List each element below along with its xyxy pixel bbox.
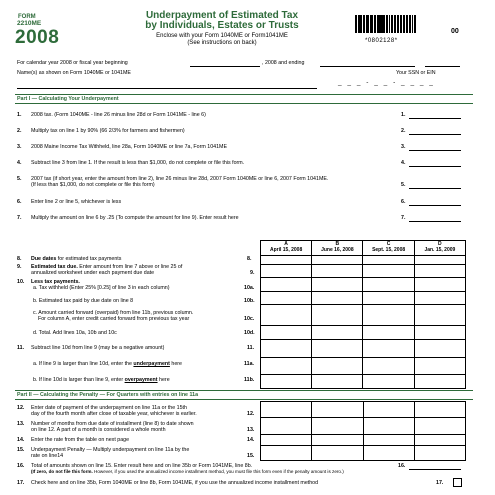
line-10a-ref: 10a. bbox=[244, 285, 255, 291]
line-6-text: Enter line 2 or line 5, whichever is less bbox=[31, 199, 122, 205]
calendar-year-label: For calendar year 2008 or fiscal year beginning bbox=[17, 60, 128, 66]
cell-9a[interactable] bbox=[261, 265, 312, 278]
cell-10b-d[interactable] bbox=[414, 292, 465, 305]
line-17-text: Check here and on line 35b, Form 1040ME or line 8b, Form 1041ME, if you use the annualized income installment method bbox=[31, 480, 319, 486]
line-10d-ref: 10d. bbox=[244, 330, 255, 336]
line-5-text: 2007 tax (if short year, enter the amount from line 2), line 26 minus line 28d, 2007 Form 1040ME or line 6, 2007 Form 1041ME. bbox=[31, 176, 329, 182]
form-title: Underpayment of Estimated Tax by Individuals, Estates or Trusts bbox=[145, 10, 299, 31]
line-3-text: 2008 Maine Income Tax Withheld, line 28a, Form 1040ME or line 7a, Form 1041ME bbox=[31, 144, 227, 150]
cell-13-d[interactable] bbox=[414, 418, 465, 435]
line-13-number: 13. bbox=[17, 421, 25, 427]
cell-10d-a[interactable] bbox=[261, 326, 312, 340]
part1-heading: Part I — Calculating Your Underpayment bbox=[17, 96, 119, 102]
line-7-ref: 7. bbox=[401, 215, 406, 221]
cell-11-b[interactable] bbox=[312, 340, 363, 358]
form-subtitle: Enclose with your Form 1040ME or Form1041ME (See instructions on back) bbox=[156, 33, 288, 46]
line-12-text: Enter date of payment of the underpayment on line 11a or the 15th bbox=[31, 405, 187, 411]
cell-10b-c[interactable] bbox=[363, 292, 414, 305]
line-4-text: Subtract line 3 from line 1. If the result is less than $1,000, do not complete or file this form. bbox=[31, 160, 245, 166]
names-label: Name(s) as shown on Form 1040ME or 1041ME bbox=[17, 70, 131, 76]
line-6-ref: 6. bbox=[401, 199, 406, 205]
line-7-text: Multiply the amount on line 6 by .25 (To compute the amount for line 9). Enter result here bbox=[31, 215, 239, 221]
line-4-ref: 4. bbox=[401, 160, 406, 166]
line-16-text: Total of amounts shown on line 15. Enter result here and on line 35b or Form 1041ME, line 8b. bbox=[31, 463, 253, 469]
line-5-number: 5. bbox=[17, 176, 22, 182]
line-4-field[interactable] bbox=[409, 166, 461, 167]
line-3-number: 3. bbox=[17, 144, 22, 150]
line-4-number: 4. bbox=[17, 160, 22, 166]
cell-11b-a[interactable] bbox=[261, 375, 312, 389]
line-7-number: 7. bbox=[17, 215, 22, 221]
line-10c-text: c. Amount carried forward (overpaid) from line 11b, previous column. bbox=[33, 310, 194, 316]
line-9-text2: annualized worksheet under each payment due date bbox=[31, 270, 155, 276]
line-15-ref: 15. bbox=[247, 453, 255, 459]
line-9-text: Estimated tax due. Enter amount from line 7 above or line 25 of bbox=[31, 264, 183, 270]
form-year: 2008 bbox=[15, 27, 60, 48]
cell-12-d[interactable] bbox=[414, 402, 465, 418]
line-11-ref: 11. bbox=[247, 345, 255, 351]
cell-12-b[interactable] bbox=[312, 402, 363, 418]
line-12-text2: day of the fourth month after close of taxable year, whichever is earlier. bbox=[31, 411, 197, 417]
line-1-ref: 1. bbox=[401, 112, 406, 118]
line-2-field[interactable] bbox=[409, 134, 461, 135]
cell-14-b[interactable] bbox=[312, 435, 363, 446]
cell-10c-a[interactable] bbox=[261, 305, 312, 326]
line-6-number: 6. bbox=[17, 199, 22, 205]
and-ending-label: , 2008 and ending bbox=[262, 60, 305, 66]
line-16-number: 16. bbox=[17, 463, 25, 469]
line-11a-ref: 11a. bbox=[244, 361, 255, 367]
cell-10a-c[interactable] bbox=[363, 278, 414, 292]
line-10b-text: b. Estimated tax paid by due date on line 8 bbox=[33, 298, 134, 304]
line-15-number: 15. bbox=[17, 447, 25, 453]
part2-heading: Part II — Calculating the Penalty — For Quarters with entries on line 11a bbox=[17, 392, 199, 398]
cell-8d[interactable] bbox=[414, 256, 465, 265]
cell-11a-c[interactable] bbox=[363, 358, 414, 375]
line-3-field[interactable] bbox=[409, 150, 461, 151]
line-5-field[interactable] bbox=[409, 188, 461, 189]
cell-14-a[interactable] bbox=[261, 435, 312, 446]
line-16-field[interactable] bbox=[409, 469, 461, 470]
cell-15-d[interactable] bbox=[414, 446, 465, 461]
cell-11a-b[interactable] bbox=[312, 358, 363, 375]
line-7-field[interactable] bbox=[409, 221, 461, 222]
fiscal-begin-field[interactable] bbox=[190, 66, 260, 67]
cell-10b-a[interactable] bbox=[261, 292, 312, 305]
line-12-ref: 12. bbox=[247, 411, 255, 417]
line-10-number: 10. bbox=[17, 279, 25, 285]
cell-12-a[interactable] bbox=[261, 402, 312, 418]
line-17-number: 17. bbox=[17, 480, 25, 486]
ssn-field[interactable]: _ _ _ - _ _ - _ _ _ _ bbox=[338, 79, 435, 86]
cell-10d-b[interactable] bbox=[312, 326, 363, 340]
cell-15-b[interactable] bbox=[312, 446, 363, 461]
line-12-number: 12. bbox=[17, 405, 25, 411]
line-11a-text: a. If line 9 is larger than line 10d, enter the underpayment here bbox=[33, 361, 182, 367]
cell-11b-d[interactable] bbox=[414, 375, 465, 389]
cell-9b[interactable] bbox=[312, 265, 363, 278]
line-9-number: 9. bbox=[17, 264, 22, 270]
cell-12-c[interactable] bbox=[363, 402, 414, 418]
form-label: FORM bbox=[18, 14, 36, 20]
cell-11-d[interactable] bbox=[414, 340, 465, 358]
line-17-ref: 17. bbox=[436, 480, 444, 486]
line-2-ref: 2. bbox=[401, 128, 406, 134]
cell-14-d[interactable] bbox=[414, 435, 465, 446]
line-10-heading: Less tax payments. bbox=[31, 279, 80, 285]
barcode-bar bbox=[415, 15, 416, 33]
col-c-header: C Sept. 15, 2008 bbox=[363, 241, 414, 256]
annualized-checkbox[interactable] bbox=[453, 478, 462, 487]
line-15-text2: rate on line14 bbox=[31, 453, 64, 459]
line-16-ref: 16. bbox=[398, 463, 406, 469]
line-16-note: (If zero, do not file this form. However, if you used the annualized income installment method, you must file this form even if the penalty amount is zero.) bbox=[31, 469, 344, 474]
cell-10a-a[interactable] bbox=[261, 278, 312, 292]
cell-15-c[interactable] bbox=[363, 446, 414, 461]
line-14-text: Enter the rate from the table on next page bbox=[31, 437, 130, 443]
part1-bottom-rule bbox=[15, 103, 473, 104]
line-8-ref: 8. bbox=[247, 256, 252, 262]
names-field[interactable] bbox=[17, 88, 317, 89]
cell-10c-d[interactable] bbox=[414, 305, 465, 326]
line-13-text: Number of months from due date of installment (line 8) to date shown bbox=[31, 421, 194, 427]
line-13-ref: 13. bbox=[247, 427, 255, 433]
line-10c-text2: For column A, enter credit carried forward from previous tax year bbox=[38, 316, 190, 322]
line-5-text2: (If less than $1,000, do not complete or file this form) bbox=[31, 182, 155, 188]
line-10b-ref: 10b. bbox=[244, 298, 255, 304]
cell-10b-b[interactable] bbox=[312, 292, 363, 305]
cell-10d-d[interactable] bbox=[414, 326, 465, 340]
line-1-text: 2008 tax. (Form 1040ME - line 26 minus line 28d or Form 1041ME - line 6) bbox=[31, 112, 206, 118]
cell-10c-c[interactable] bbox=[363, 305, 414, 326]
line-5-ref: 5. bbox=[401, 182, 406, 188]
fiscal-end-field[interactable] bbox=[320, 66, 415, 67]
barcode bbox=[355, 13, 445, 33]
line-10c-ref: 10c. bbox=[244, 316, 255, 322]
barcode-suffix: 00 bbox=[451, 28, 459, 35]
form-id: 2210ME bbox=[17, 20, 42, 27]
cell-14-c[interactable] bbox=[363, 435, 414, 446]
cell-11-c[interactable] bbox=[363, 340, 414, 358]
line-11-text: Subtract line 10d from line 9 (may be a negative amount) bbox=[31, 345, 165, 351]
cell-11a-a[interactable] bbox=[261, 358, 312, 375]
col-a-header: A April 15, 2008 bbox=[261, 241, 312, 256]
cell-8c[interactable] bbox=[363, 256, 414, 265]
col-b-header: B June 16, 2008 bbox=[312, 241, 363, 256]
cell-11a-d[interactable] bbox=[414, 358, 465, 375]
cell-9d[interactable] bbox=[414, 265, 465, 278]
line-13-text2: on line 12. A part of a month is considered a whole month bbox=[31, 427, 166, 433]
part1-top-rule bbox=[15, 94, 473, 95]
part2-column-grid bbox=[260, 401, 466, 461]
line-11-number: 11. bbox=[17, 345, 25, 351]
cell-11b-c[interactable] bbox=[363, 375, 414, 389]
line-2-text: Multiply tax on line 1 by 90% (66 2/3% for farmers and fishermen) bbox=[31, 128, 185, 134]
line-1-number: 1. bbox=[17, 112, 22, 118]
part1-column-grid bbox=[260, 240, 466, 389]
line-8-number: 8. bbox=[17, 256, 22, 262]
cell-8a[interactable] bbox=[261, 256, 312, 265]
col-d-header: D Jan. 15, 2009 bbox=[414, 241, 465, 256]
line-14-ref: 14. bbox=[247, 437, 255, 443]
line-6-field[interactable] bbox=[409, 205, 461, 206]
line-14-number: 14. bbox=[17, 437, 25, 443]
cell-13-a[interactable] bbox=[261, 418, 312, 435]
line-2-number: 2. bbox=[17, 128, 22, 134]
barcode-number: *0802128* bbox=[365, 38, 398, 44]
cell-11-a[interactable] bbox=[261, 340, 312, 358]
line-10d-text: d. Total. Add lines 10a, 10b and 10c bbox=[33, 330, 117, 336]
cell-13-b[interactable] bbox=[312, 418, 363, 435]
fiscal-end-year-field[interactable] bbox=[425, 66, 460, 67]
part2-bottom-rule bbox=[15, 399, 473, 400]
line-11b-text: b. If line 10d is larger than line 9, enter overpayment here bbox=[33, 377, 170, 383]
line-10a-text: a. Tax withheld (Enter 25% [0.25] of line 3 in each column) bbox=[33, 285, 170, 291]
cell-9c[interactable] bbox=[363, 265, 414, 278]
line-8-text: Due dates for estimated tax payments bbox=[31, 256, 122, 262]
part2-top-rule bbox=[15, 390, 473, 391]
line-1-field[interactable] bbox=[409, 118, 461, 119]
cell-13-c[interactable] bbox=[363, 418, 414, 435]
cell-10a-b[interactable] bbox=[312, 278, 363, 292]
cell-10c-b[interactable] bbox=[312, 305, 363, 326]
cell-15-a[interactable] bbox=[261, 446, 312, 461]
cell-10d-c[interactable] bbox=[363, 326, 414, 340]
line-15-text: Underpayment Penalty — Multiply underpayment on line 11a by the bbox=[31, 447, 190, 453]
cell-11b-b[interactable] bbox=[312, 375, 363, 389]
cell-8b[interactable] bbox=[312, 256, 363, 265]
cell-10a-d[interactable] bbox=[414, 278, 465, 292]
line-3-ref: 3. bbox=[401, 144, 406, 150]
line-11b-ref: 11b. bbox=[244, 377, 255, 383]
line-9-ref: 9. bbox=[250, 270, 255, 276]
ssn-label: Your SSN or EIN bbox=[396, 70, 436, 76]
